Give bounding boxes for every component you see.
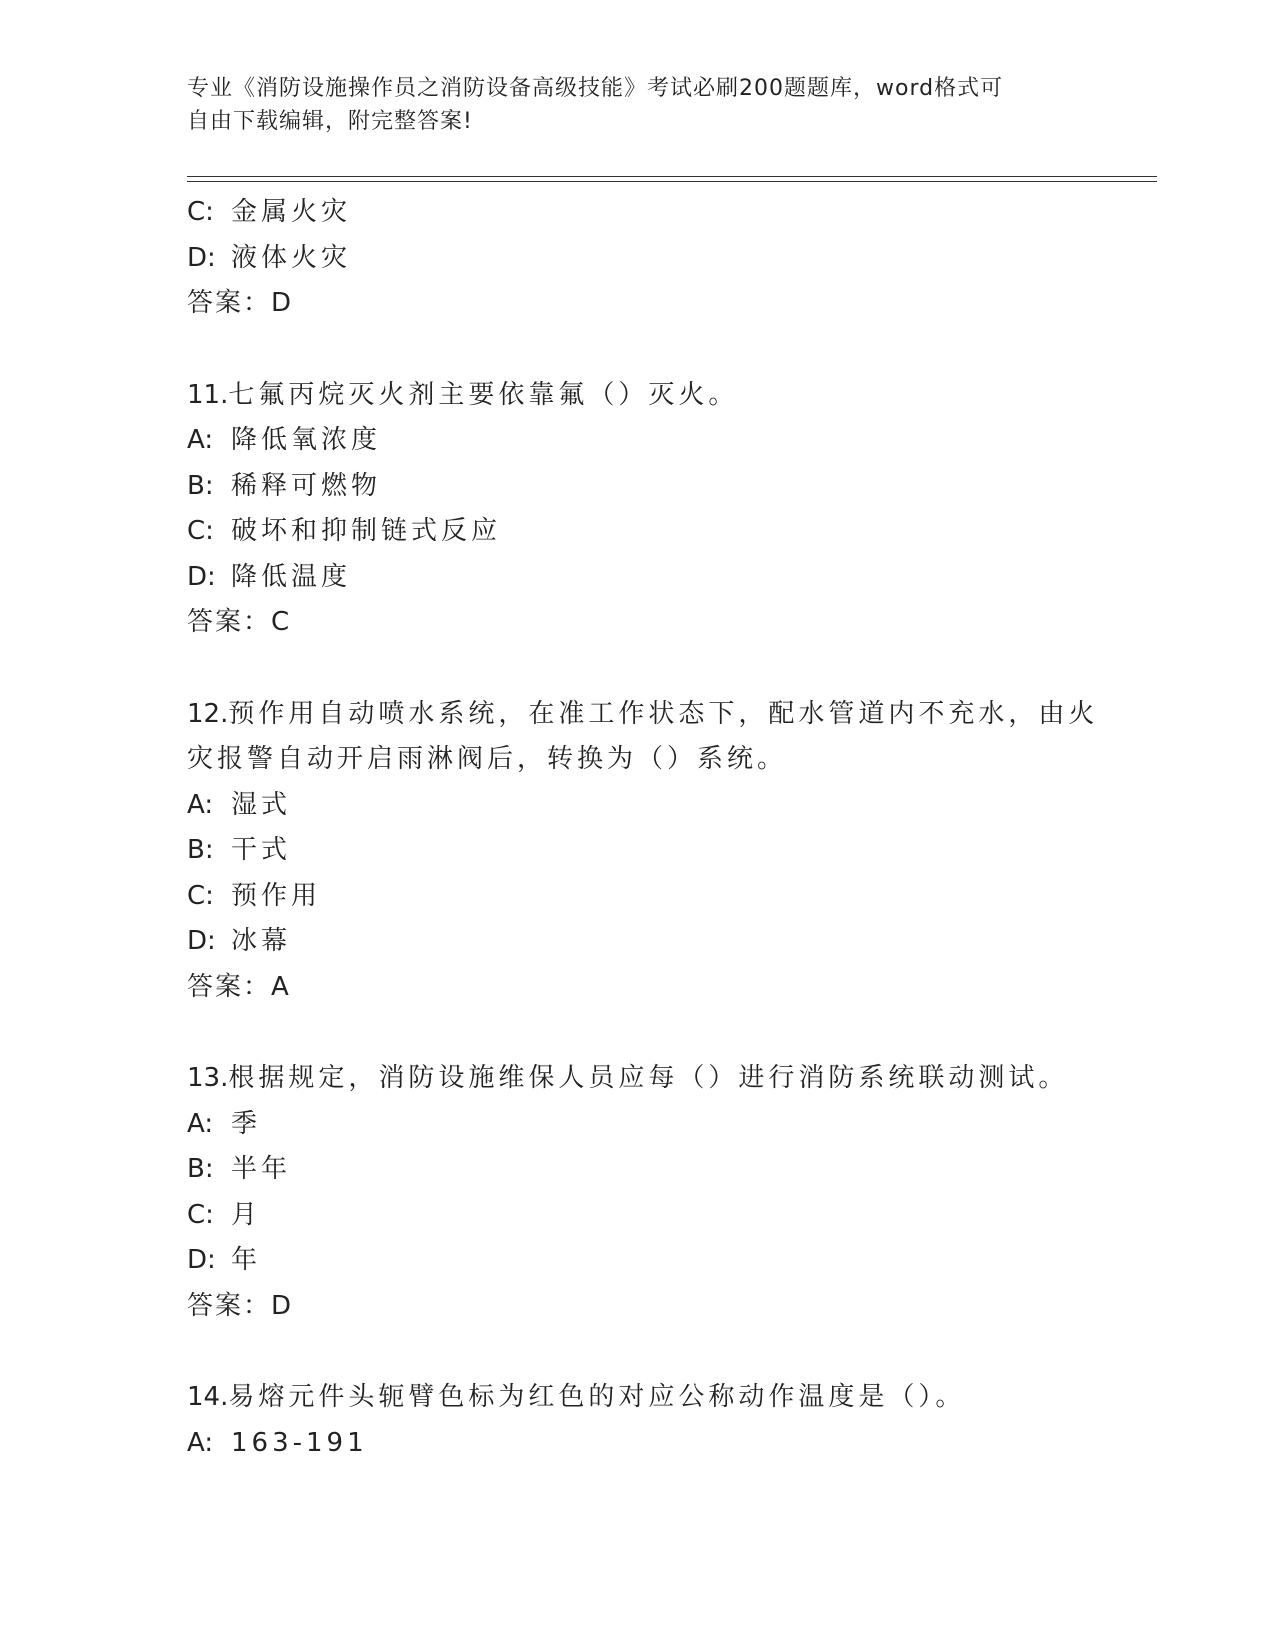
answer-value: C [271, 607, 290, 637]
option-a [187, 783, 1087, 829]
answer-value: A [271, 971, 289, 1002]
question-stem [187, 1375, 1087, 1421]
option-c [187, 190, 1087, 236]
option-d [187, 555, 1087, 601]
option-c [187, 509, 1087, 555]
option-prefix: B: [187, 470, 214, 501]
question-text: 根据规定，消防设施维保人员应每（）进行消防系统联动测试。 [228, 1063, 1069, 1093]
document-header [187, 72, 1087, 138]
option-prefix: D: [187, 561, 216, 592]
question-stem [187, 1056, 1087, 1102]
header-line-1: 专业《消防设施操作员之消防设备高级技能》考试必刷200题题库，word格式可 [187, 76, 1004, 101]
question-text: 预作用自动喷水系统，在准工作状态下，配水管道内不充水，由火 [228, 698, 1099, 729]
option-prefix: A: [187, 1108, 214, 1139]
option-prefix: C: [187, 1199, 214, 1230]
option-b [187, 828, 1087, 874]
answer-label: 答案： [187, 607, 272, 637]
option-prefix: D: [187, 926, 216, 956]
option-text: 半年 [231, 1154, 292, 1184]
option-prefix: D: [187, 242, 216, 273]
answer-line [187, 600, 1087, 646]
option-prefix: A: [187, 1427, 214, 1458]
question-number: 11. [187, 379, 229, 410]
question-number: 14. [187, 1382, 229, 1412]
question-text: 灾报警自动开启雨淋阀后，转换为（）系统。 [187, 744, 788, 774]
answer-line [187, 1284, 1087, 1330]
question-number: 13. [187, 1063, 229, 1093]
option-text: 预作用 [231, 880, 322, 911]
option-text: 干式 [231, 835, 292, 865]
option-prefix: A: [187, 789, 214, 820]
question-block-12 [187, 692, 1099, 1011]
option-d [187, 919, 1087, 965]
option-prefix: C: [187, 880, 214, 911]
answer-label: 答案： [187, 971, 272, 1002]
option-prefix: C: [187, 197, 214, 227]
option-text: 季 [231, 1108, 262, 1139]
question-number: 12. [187, 698, 229, 729]
option-text: 金属火灾 [231, 197, 352, 227]
spacer [187, 1329, 1087, 1375]
question-text: 易熔元件头轭臂色标为红色的对应公称动作温度是（）。 [228, 1382, 966, 1412]
option-text: 破坏和抑制链式反应 [231, 516, 502, 546]
question-stem-continued [187, 737, 1087, 783]
answer-line [187, 965, 1087, 1011]
option-d [187, 236, 1087, 282]
option-prefix: A: [187, 425, 214, 455]
option-text: 163-191 [231, 1427, 368, 1458]
question-stem [187, 373, 1087, 419]
option-text: 降低氧浓度 [231, 425, 382, 455]
header-divider [187, 176, 1157, 182]
option-a [187, 418, 1087, 464]
option-text: 降低温度 [231, 561, 352, 592]
option-d [187, 1238, 1087, 1284]
header-line-2: 自由下载编辑，附完整答案! [187, 109, 473, 134]
question-stem [187, 692, 1099, 738]
option-b [187, 464, 1087, 510]
answer-value: D [271, 288, 292, 318]
question-block-11 [187, 373, 1087, 646]
option-a [187, 1102, 1087, 1148]
option-a [187, 1421, 1087, 1467]
spacer [187, 327, 1087, 373]
option-text: 年 [231, 1245, 262, 1275]
option-c [187, 874, 1087, 920]
option-c [187, 1193, 1087, 1239]
question-block-10 [187, 190, 1087, 327]
option-text: 月 [231, 1199, 262, 1230]
option-text: 冰幕 [231, 926, 292, 956]
answer-label: 答案： [187, 1290, 272, 1321]
option-text: 湿式 [231, 789, 292, 820]
option-prefix: B: [187, 835, 214, 865]
question-block-13 [187, 1056, 1087, 1329]
option-prefix: C: [187, 516, 214, 546]
question-block-14 [187, 1375, 1087, 1466]
spacer [187, 1010, 1087, 1056]
answer-value: D [271, 1290, 292, 1321]
spacer [187, 646, 1087, 692]
option-b [187, 1147, 1087, 1193]
option-prefix: B: [187, 1154, 214, 1184]
question-list [187, 190, 1099, 1466]
answer-line [187, 281, 1087, 327]
question-text: 七氟丙烷灭火剂主要依靠氟（）灭火。 [228, 379, 739, 410]
option-text: 液体火灾 [231, 242, 352, 273]
option-text: 稀释可燃物 [231, 470, 382, 501]
answer-label: 答案： [187, 288, 272, 318]
option-prefix: D: [187, 1245, 216, 1275]
